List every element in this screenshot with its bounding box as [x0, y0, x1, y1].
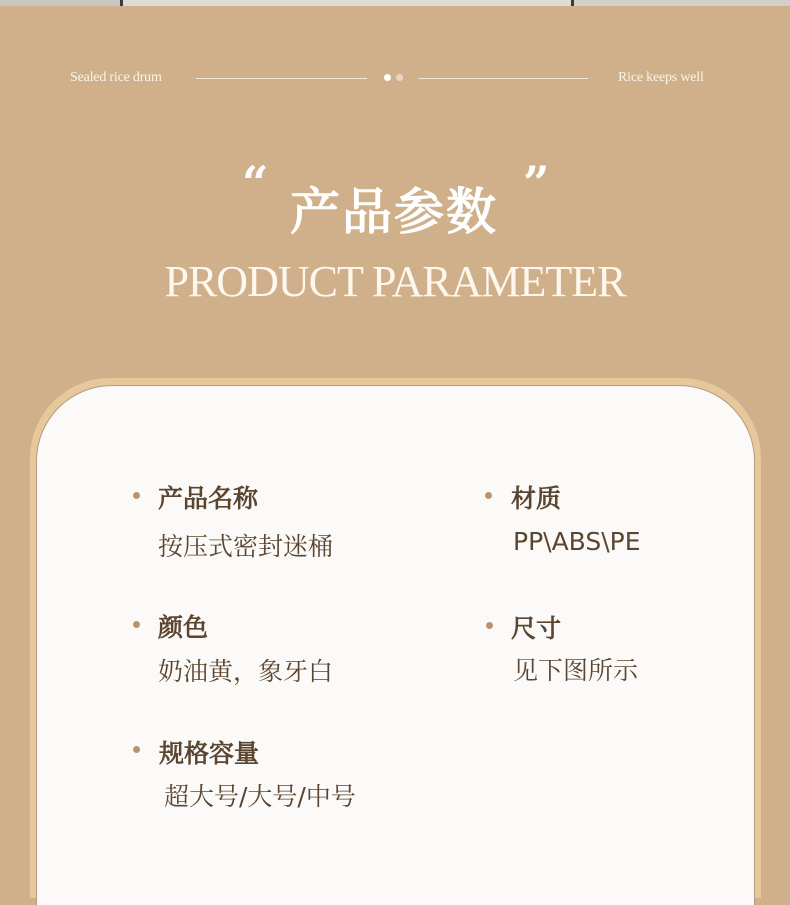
parameter-card: [36, 385, 755, 905]
divider-line-right: [418, 78, 588, 79]
carousel-dot: [396, 74, 403, 81]
param-value-capacity: 超大号/大号/中号: [164, 782, 356, 811]
strip-segment: [574, 0, 790, 6]
strip-segment: [123, 0, 571, 6]
carousel-dot-active: [384, 74, 391, 81]
param-label-size: 尺寸: [511, 614, 562, 643]
param-value-material: PP\ABS\PE: [513, 527, 641, 556]
bullet-dot: [485, 492, 492, 499]
quote-open-mark: “: [242, 156, 269, 210]
tagline-left: Sealed rice drum: [70, 70, 162, 85]
param-value-size: 见下图所示: [513, 656, 639, 685]
quote-close-mark: ”: [523, 156, 550, 210]
divider-line-left: [196, 78, 367, 79]
param-label-color: 颜色: [158, 613, 209, 642]
param-label-product-name: 产品名称: [158, 484, 259, 513]
bullet-dot: [486, 622, 493, 629]
param-value-color: 奶油黄，象牙白: [158, 657, 334, 686]
top-image-strip: [0, 0, 790, 6]
tagline-right: Rice keeps well: [618, 70, 704, 85]
bullet-dot: [133, 492, 140, 499]
strip-segment: [0, 0, 120, 6]
param-label-capacity: 规格容量: [159, 739, 260, 768]
bullet-dot: [133, 621, 140, 628]
page-subtitle: PRODUCT PARAMETER: [164, 257, 626, 306]
param-label-material: 材质: [511, 484, 562, 513]
bullet-dot: [133, 746, 140, 753]
page-title: 产品参数: [290, 182, 498, 241]
param-value-product-name: 按压式密封迷桶: [158, 532, 334, 561]
